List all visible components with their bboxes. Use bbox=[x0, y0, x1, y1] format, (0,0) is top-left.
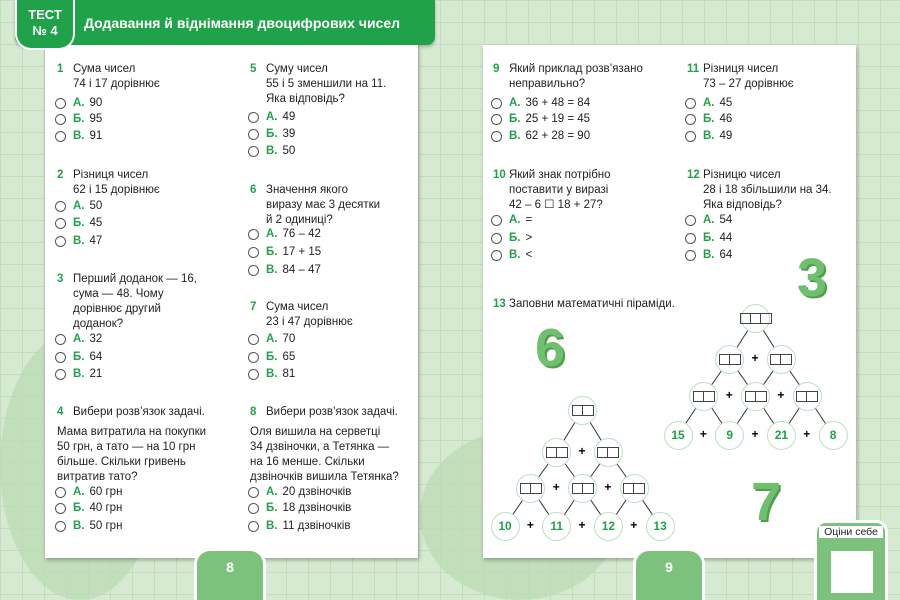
task-text: Оля вишила на серветці 34 дзвіночки, а Тетянка — на 16 менше. Скільки дзвіночків вишила Тетянка? bbox=[250, 426, 399, 483]
option-value: 49 bbox=[282, 111, 296, 124]
option-value: 47 bbox=[89, 235, 103, 248]
pyramid-answer-cell[interactable] bbox=[767, 345, 796, 374]
option-letter: В. bbox=[73, 130, 85, 143]
test-badge bbox=[15, 0, 75, 50]
question-number: 6 bbox=[250, 184, 257, 196]
question-text: Різниця чисел 73 – 27 дорівнює bbox=[703, 63, 794, 90]
option-value: 60 грн bbox=[89, 486, 123, 499]
option-value: 45 bbox=[719, 97, 733, 110]
option-value: 54 bbox=[719, 214, 733, 227]
option-letter: А. bbox=[509, 214, 521, 227]
option-value: 90 bbox=[89, 97, 103, 110]
pyramid-answer-cell[interactable] bbox=[568, 396, 597, 425]
question-number: 13 bbox=[493, 298, 506, 310]
option-value: 20 дзвіночків bbox=[282, 486, 352, 499]
option-letter: В. bbox=[703, 130, 715, 143]
question-number: 8 bbox=[250, 406, 257, 418]
plus-sign: + bbox=[578, 518, 586, 532]
question-text: Вибери розв’язок задачі. bbox=[73, 406, 205, 418]
option-letter: А. bbox=[266, 333, 278, 346]
option-value: 62 + 28 = 90 bbox=[525, 130, 591, 143]
plus-sign: + bbox=[803, 427, 811, 441]
option-letter: В. bbox=[266, 368, 278, 381]
page-number-left: 8 bbox=[194, 548, 266, 600]
option-letter: Б. bbox=[266, 246, 278, 259]
question-text: Сума чисел 74 і 17 дорівнює bbox=[73, 63, 160, 90]
pyramid-base-number: 11 bbox=[542, 512, 571, 541]
option-value: 64 bbox=[719, 249, 733, 262]
question-number: 3 bbox=[57, 273, 64, 285]
plus-sign: + bbox=[578, 444, 586, 458]
option-value: 18 дзвіночків bbox=[282, 502, 352, 515]
option-value: 84 – 47 bbox=[282, 264, 321, 277]
option-letter: А. bbox=[73, 333, 85, 346]
digit-boxes[interactable] bbox=[740, 313, 772, 324]
option-value: 91 bbox=[89, 130, 103, 143]
question-number: 7 bbox=[250, 301, 257, 313]
digit-boxes[interactable] bbox=[719, 354, 741, 365]
option-letter: Б. bbox=[703, 113, 715, 126]
page-number-right: 9 bbox=[633, 548, 705, 600]
option-letter: Б. bbox=[73, 351, 85, 364]
mascot-seven: 7 bbox=[751, 472, 782, 532]
option-value: 49 bbox=[719, 130, 733, 143]
option-letter: Б. bbox=[266, 351, 278, 364]
digit-boxes[interactable] bbox=[745, 391, 767, 402]
digit-boxes[interactable] bbox=[623, 483, 645, 494]
pyramid-base-number: 15 bbox=[664, 421, 693, 450]
pyramid-answer-cell[interactable] bbox=[715, 345, 744, 374]
test-number: № 4 bbox=[32, 23, 58, 38]
option-letter: Б. bbox=[73, 217, 85, 230]
task-text: Мама витратила на покупки 50 грн, а тато — на 10 грн більше. Скільки гривень витратив тато? bbox=[57, 426, 207, 483]
question-text: Сума чисел 23 і 47 дорівнює bbox=[266, 301, 353, 328]
pyramid-answer-cell[interactable] bbox=[741, 304, 770, 333]
option-value: = bbox=[525, 214, 533, 227]
option-value: < bbox=[525, 249, 533, 262]
pyramid-base-number: 10 bbox=[491, 512, 520, 541]
pyramid-base-number: 12 bbox=[594, 512, 623, 541]
digit-boxes[interactable] bbox=[693, 391, 715, 402]
plus-sign: + bbox=[526, 518, 534, 532]
option-value: 64 bbox=[89, 351, 103, 364]
question-number: 11 bbox=[687, 63, 700, 75]
digit-boxes[interactable] bbox=[520, 483, 542, 494]
question-text: Різниця чисел 62 і 15 дорівнює bbox=[73, 169, 160, 196]
pyramid-base-number: 21 bbox=[767, 421, 796, 450]
option-letter: В. bbox=[266, 520, 278, 533]
question-text: Заповни математичні піраміди. bbox=[509, 298, 675, 310]
option-value: 76 – 42 bbox=[282, 228, 321, 241]
option-value: 46 bbox=[719, 113, 733, 126]
mascot-six: 6 bbox=[535, 318, 566, 378]
option-letter: Б. bbox=[73, 113, 85, 126]
option-letter: Б. bbox=[703, 232, 715, 245]
option-value: 32 bbox=[89, 333, 103, 346]
digit-boxes[interactable] bbox=[597, 447, 619, 458]
option-letter: В. bbox=[509, 249, 521, 262]
option-letter: В. bbox=[73, 520, 85, 533]
option-letter: А. bbox=[266, 486, 278, 499]
plus-sign: + bbox=[604, 480, 612, 494]
question-text: Вибери розв’язок задачі. bbox=[266, 406, 398, 418]
option-value: 81 bbox=[282, 368, 296, 381]
test-label: ТЕСТ bbox=[28, 7, 62, 22]
pyramid-base-number: 13 bbox=[646, 512, 675, 541]
option-letter: В. bbox=[266, 264, 278, 277]
pyramid-answer-cell[interactable] bbox=[741, 382, 770, 411]
digit-boxes[interactable] bbox=[572, 483, 594, 494]
option-value: 45 bbox=[89, 217, 103, 230]
question-text: Значення якого виразу має 3 десятки й 2 одиниці? bbox=[266, 184, 381, 226]
self-assessment-label: Оціни себе bbox=[819, 526, 883, 538]
option-value: 11 дзвіночків bbox=[282, 520, 351, 533]
option-letter: Б. bbox=[509, 113, 521, 126]
pyramid-answer-cell[interactable] bbox=[594, 438, 623, 467]
question-number: 2 bbox=[57, 169, 64, 181]
mascot-three: 3 bbox=[797, 248, 828, 308]
pyramid-answer-cell[interactable] bbox=[568, 474, 597, 503]
option-value: 36 + 48 = 84 bbox=[525, 97, 591, 110]
option-letter: А. bbox=[703, 214, 715, 227]
option-letter: Б. bbox=[509, 232, 521, 245]
option-value: 44 bbox=[719, 232, 733, 245]
option-value: 65 bbox=[282, 351, 296, 364]
pyramid-answer-cell[interactable] bbox=[516, 474, 545, 503]
option-value: 25 + 19 = 45 bbox=[525, 113, 591, 126]
pyramid-answer-cell[interactable] bbox=[620, 474, 649, 503]
plus-sign: + bbox=[699, 427, 707, 441]
option-letter: А. bbox=[703, 97, 715, 110]
pyramid-answer-cell[interactable] bbox=[689, 382, 718, 411]
question-number: 1 bbox=[57, 63, 64, 75]
question-text: Який приклад розв’язано неправильно? bbox=[509, 63, 643, 90]
option-letter: Б. bbox=[266, 128, 278, 141]
option-value: 17 + 15 bbox=[282, 246, 322, 259]
plus-sign: + bbox=[777, 388, 785, 402]
option-letter: В. bbox=[73, 368, 85, 381]
pyramid-answer-cell[interactable] bbox=[542, 438, 571, 467]
option-letter: А. bbox=[73, 486, 85, 499]
option-value: 50 грн bbox=[89, 520, 123, 533]
option-value: 95 bbox=[89, 113, 103, 126]
option-value: 70 bbox=[282, 333, 296, 346]
digit-boxes[interactable] bbox=[770, 354, 792, 365]
option-letter: В. bbox=[509, 130, 521, 143]
option-letter: В. bbox=[703, 249, 715, 262]
question-text: Який знак потрібно поставити у виразі 42 – 6 ☐ 18 + 27? bbox=[509, 169, 611, 211]
option-value: 40 грн bbox=[89, 502, 123, 515]
question-number: 5 bbox=[250, 63, 257, 75]
question-text: Різницю чисел 28 і 18 збільшили на 34. Яка відповідь? bbox=[703, 169, 832, 211]
option-value: 50 bbox=[89, 200, 103, 213]
question-number: 9 bbox=[493, 63, 500, 75]
option-value: > bbox=[525, 232, 533, 245]
option-letter: Б. bbox=[266, 502, 278, 515]
page-title: Додавання й віднімання двоцифрових чисел bbox=[84, 15, 401, 31]
pyramid-base-number: 9 bbox=[715, 421, 744, 450]
option-letter: А. bbox=[509, 97, 521, 110]
digit-boxes[interactable] bbox=[572, 405, 594, 416]
option-value: 21 bbox=[89, 368, 103, 381]
digit-boxes[interactable] bbox=[796, 391, 818, 402]
option-letter: В. bbox=[73, 235, 85, 248]
option-value: 39 bbox=[282, 128, 296, 141]
plus-sign: + bbox=[552, 480, 560, 494]
plus-sign: + bbox=[725, 388, 733, 402]
plus-sign: + bbox=[630, 518, 638, 532]
option-letter: А. bbox=[266, 228, 278, 241]
option-letter: А. bbox=[73, 97, 85, 110]
question-number: 10 bbox=[493, 169, 506, 181]
option-letter: А. bbox=[266, 111, 278, 124]
plus-sign: + bbox=[751, 351, 759, 365]
option-letter: Б. bbox=[73, 502, 85, 515]
option-letter: А. bbox=[73, 200, 85, 213]
option-value: 50 bbox=[282, 145, 296, 158]
pyramid-base-number: 8 bbox=[819, 421, 848, 450]
question-number: 12 bbox=[687, 169, 700, 181]
question-text: Перший доданок — 16, сума — 48. Чому дорівнює другий доданок? bbox=[73, 273, 197, 330]
question-number: 4 bbox=[57, 406, 64, 418]
option-letter: В. bbox=[266, 145, 278, 158]
question-text: Суму чисел 55 і 5 зменшили на 11. Яка відповідь? bbox=[266, 63, 387, 105]
pyramid-answer-cell[interactable] bbox=[793, 382, 822, 411]
plus-sign: + bbox=[751, 427, 759, 441]
digit-boxes[interactable] bbox=[546, 447, 568, 458]
